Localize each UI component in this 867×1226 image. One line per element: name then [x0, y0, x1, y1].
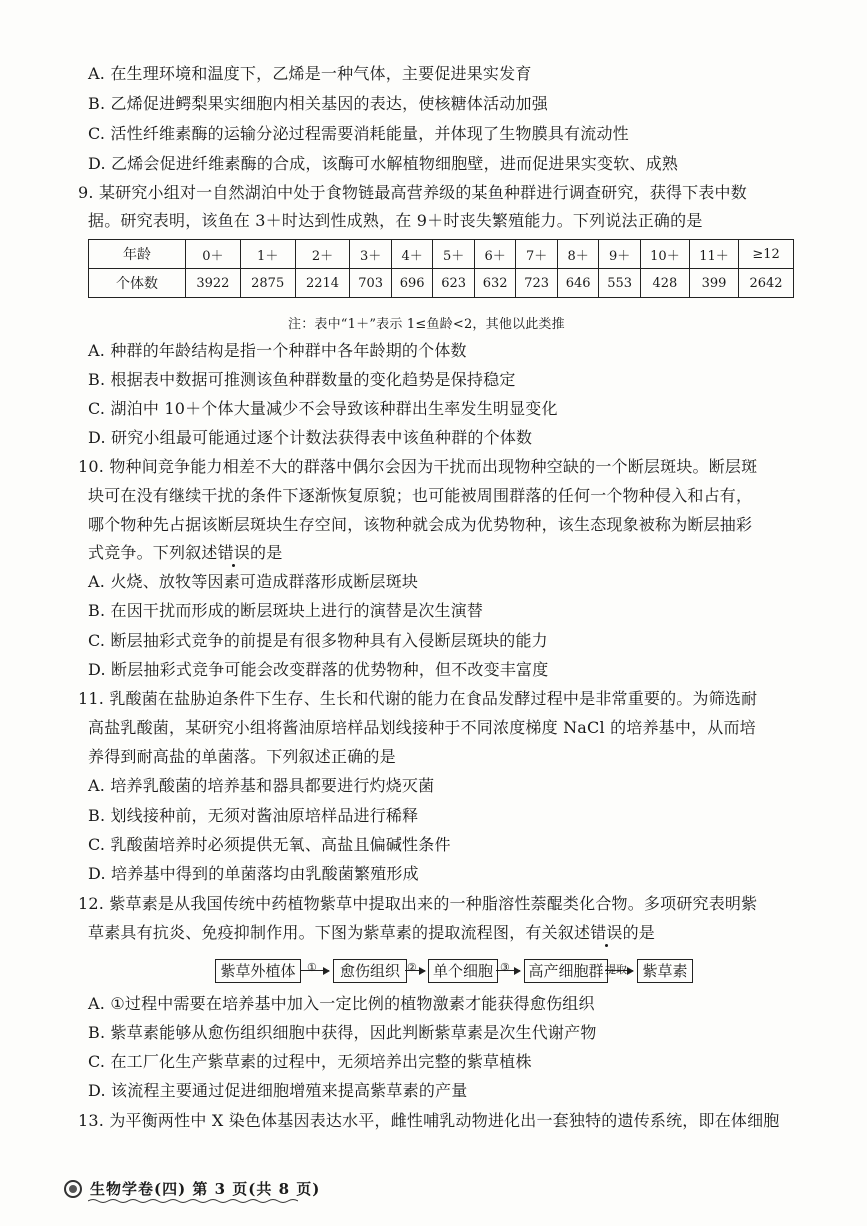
age-cell: 7＋: [516, 240, 558, 269]
flow-box-high-yield-cells: 高产细胞群: [524, 959, 608, 983]
count-cell: 703: [350, 269, 392, 298]
flow-label-2: ②: [407, 961, 417, 974]
table-header-age: 年龄: [89, 240, 186, 269]
q10-stem-line2: 块可在没有继续干扰的条件下逐渐恢复原貌；也可能被周围群落的任何一个物种侵入和占有，: [88, 486, 753, 505]
table-row-age: [89, 240, 794, 269]
age-cell: 3＋: [350, 240, 392, 269]
age-cell: 0＋: [186, 240, 241, 269]
q11-option-c: C. 乳酸菌培养时必须提供无氧、高盐且偏碱性条件: [88, 835, 451, 854]
q11-stem-line2: 高盐乳酸菌，某研究小组将酱油原培样品划线接种于不同浓度梯度 NaCl 的培养基中，从而培: [88, 718, 756, 737]
count-cell: 3922: [186, 269, 241, 298]
flow-arrow-3: [496, 961, 520, 974]
q12-stem-tail: 的是: [622, 923, 656, 942]
age-cell: 9＋: [599, 240, 641, 269]
flow-label-1: ①: [307, 961, 317, 974]
q9-option-b: B. 根据表中数据可推测该鱼种群数量的变化趋势是保持稳定: [88, 370, 516, 389]
age-cell: 11＋: [689, 240, 738, 269]
q9-option-a: A. 种群的年龄结构是指一个种群中各年龄期的个体数: [88, 341, 467, 360]
count-cell: 2214: [295, 269, 350, 298]
q8-option-d: D. 乙烯会促进纤维素酶的合成，该酶可水解植物细胞壁，进而促进果实变软、成熟: [88, 154, 679, 173]
flow-arrow-2: [405, 961, 425, 974]
q9-option-d: D. 研究小组最可能通过逐个计数法获得表中该鱼种群的个体数: [88, 428, 533, 447]
table-row-count: [89, 269, 794, 298]
q9-stem-line1: 9. 某研究小组对一自然湖泊中处于食物链最高营养级的某鱼种群进行调查研究，获得下表中数: [78, 183, 747, 202]
table-header-count: 个体数: [89, 269, 186, 298]
q10-stem-text: 式竞争。下列叙述: [88, 543, 218, 562]
flow-box-single-cell: 单个细胞: [428, 959, 498, 983]
flow-label-extract: 提取: [605, 963, 627, 976]
count-cell: 553: [599, 269, 641, 298]
q8-option-c: C. 活性纤维素酶的运输分泌过程需要消耗能量，并体现了生物膜具有流动性: [88, 124, 629, 143]
count-cell: 428: [640, 269, 689, 298]
q12-option-b: B. 紫草素能够从愈伤组织细胞中获得，因此判断紫草素是次生代谢产物: [88, 1023, 597, 1042]
q12-stem-line1: 12. 紫草素是从我国传统中药植物紫草中提取出来的一种脂溶性萘醌类化合物。多项研究表明紫: [78, 894, 758, 913]
count-cell: 623: [433, 269, 475, 298]
q8-option-a: A. 在生理环境和温度下，乙烯是一种气体，主要促进果实发育: [88, 64, 532, 83]
q10-option-c: C. 断层抽彩式竞争的前提是有很多物种具有入侵断层斑块的能力: [88, 631, 548, 650]
footer-page-info: 生物学卷(四) 第 3 页(共 8 页): [90, 1180, 321, 1198]
q13-stem-line1: 13. 为平衡两性中 X 染色体基因表达水平，雌性哺乳动物进化出一套独特的遗传系统，即在体细胞: [78, 1111, 780, 1130]
q10-option-d: D. 断层抽彩式竞争可能会改变群落的优势物种，但不改变丰富度: [88, 660, 549, 679]
q12-stem-text: 草素具有抗炎、免疫抑制作用。下图为紫草素的提取流程图，有关叙述: [88, 923, 591, 942]
footer-wave-underline-icon: [88, 1198, 298, 1204]
publisher-logo-icon: [64, 1180, 82, 1198]
q10-stem-tail: 的是: [250, 543, 283, 562]
count-cell: 696: [391, 269, 433, 298]
q10-emphasis-wrong: 错误: [217, 543, 251, 562]
q12-stem-line2: [88, 923, 655, 943]
flow-box-callus: 愈伤组织: [333, 959, 407, 983]
count-cell: 399: [689, 269, 738, 298]
q12-option-c: C. 在工厂化生产紫草素的过程中，无须培养出完整的紫草植株: [88, 1052, 532, 1071]
flow-box-explant: 紫草外植体: [215, 959, 301, 983]
age-cell: ≥12: [739, 240, 794, 269]
count-cell: 646: [557, 269, 599, 298]
flow-arrow-4: [605, 963, 633, 976]
q8-option-b: B. 乙烯促进鳄梨果实细胞内相关基因的表达，使核糖体活动加强: [88, 94, 548, 113]
q9-stem-line2: 据。研究表明，该鱼在 3＋时达到性成熟，在 9＋时丧失繁殖能力。下列说法正确的是: [88, 211, 703, 230]
count-cell: 723: [516, 269, 558, 298]
q11-stem-line1: 11. 乳酸菌在盐胁迫条件下生存、生长和代谢的能力在食品发酵过程中是非常重要的。为筛选耐: [78, 689, 758, 708]
age-cell: 8＋: [557, 240, 599, 269]
age-cell: 4＋: [391, 240, 433, 269]
flow-arrow-1: [301, 961, 329, 974]
q10-option-a: A. 火烧、放牧等因素可造成群落形成断层斑块: [88, 572, 419, 591]
age-cell: 2＋: [295, 240, 350, 269]
count-cell: 632: [474, 269, 516, 298]
count-cell: 2875: [240, 269, 295, 298]
flow-box-shikonin: 紫草素: [637, 959, 693, 983]
age-cell: 5＋: [433, 240, 475, 269]
q10-option-b: B. 在因干扰而形成的断层斑块上进行的演替是次生演替: [88, 601, 484, 620]
q12-option-a: A. ①过程中需要在培养基中加入一定比例的植物激素才能获得愈伤组织: [88, 994, 595, 1013]
q12-emphasis-wrong: 错误: [590, 923, 623, 942]
fish-age-table: [88, 239, 794, 298]
q9-table-note: 注：表中“1＋”表示 1≤鱼龄<2，其他以此类推: [288, 317, 565, 332]
age-cell: 1＋: [240, 240, 295, 269]
q10-stem-line4: [88, 543, 282, 563]
q9-option-c: C. 湖泊中 10＋个体大量减少不会导致该种群出生率发生明显变化: [88, 399, 558, 418]
q11-stem-line3: 养得到耐高盐的单菌落。下列叙述正确的是: [88, 747, 396, 766]
q10-stem-line3: 哪个物种先占据该断层斑块生存空间，该物种就会成为优势物种，该生态现象被称为断层抽彩: [88, 515, 753, 534]
q11-option-a: A. 培养乳酸菌的培养基和器具都要进行灼烧灭菌: [88, 776, 435, 795]
q10-stem-line1: 10. 物种间竞争能力相差不大的群落中偶尔会因为干扰而出现物种空缺的一个断层斑块。断层斑: [78, 457, 758, 476]
count-cell: 2642: [739, 269, 794, 298]
age-cell: 10＋: [640, 240, 689, 269]
q11-option-d: D. 培养基中得到的单菌落均由乳酸菌繁殖形成: [88, 864, 419, 883]
q12-option-d: D. 该流程主要通过促进细胞增殖来提高紫草素的产量: [88, 1081, 468, 1100]
q11-option-b: B. 划线接种前，无须对酱油原培样品进行稀释: [88, 806, 419, 825]
age-cell: 6＋: [474, 240, 516, 269]
flow-label-3: ③: [500, 961, 510, 974]
